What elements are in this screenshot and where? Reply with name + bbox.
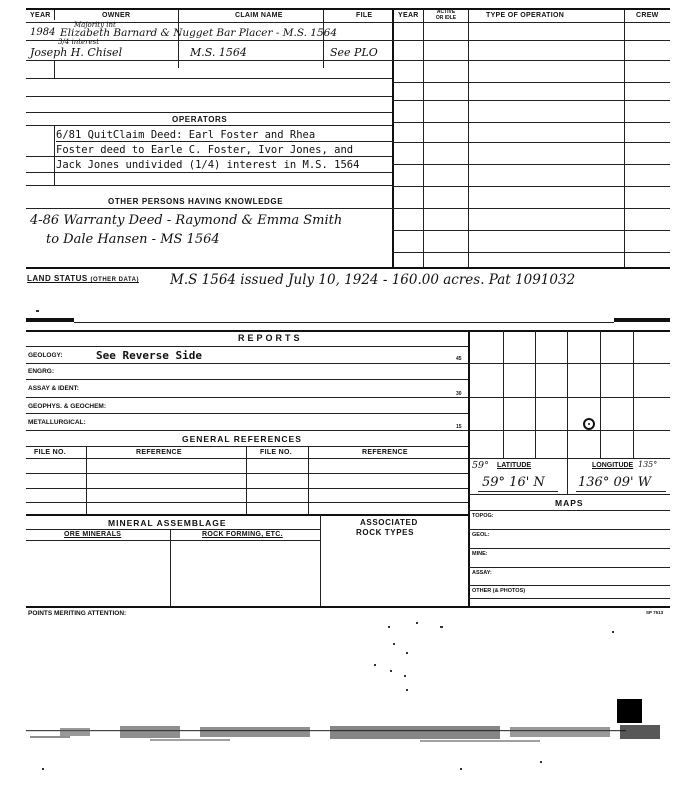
owner-line-1: Elizabeth Barnard & Nugget Bar Placer - M.S. 1564: [60, 27, 338, 39]
rock-types-label: ROCK TYPES: [356, 528, 415, 537]
speck: [42, 768, 44, 770]
interest-note-1: Majority int: [74, 21, 116, 29]
speck: [540, 761, 542, 763]
assay-label: ASSAY & IDENT:: [28, 385, 79, 392]
row-line: [26, 397, 468, 398]
reports-top-line: [74, 322, 614, 323]
divider: [567, 458, 568, 494]
row-line: [392, 100, 670, 101]
header-bottom-line: [26, 22, 670, 23]
header-year-2: YEAR: [398, 12, 419, 19]
left-bar-mark: [26, 318, 74, 322]
ref-file-no-2: FILE NO.: [260, 449, 292, 456]
points-meriting-attention: POINTS MERITING ATTENTION:: [28, 610, 127, 617]
geology-value: See Reverse Side: [96, 349, 202, 362]
speck: [416, 622, 418, 624]
owner-line-2-claim: M.S. 1564: [190, 46, 247, 59]
divider: [86, 446, 87, 514]
metallurgical-label: METALLURGICAL:: [28, 419, 86, 426]
row-line: [26, 208, 392, 209]
row-line: [26, 172, 392, 173]
row-line: [26, 125, 392, 126]
row-line: [392, 40, 670, 41]
row-line: [26, 112, 392, 113]
ref-reference-1: REFERENCE: [136, 449, 182, 456]
maps-geol: GEOL:: [472, 532, 490, 538]
geology-label: GEOLOGY:: [28, 352, 63, 359]
row-line: [56, 141, 392, 142]
row-line: [392, 142, 670, 143]
speck: [440, 626, 443, 628]
speck: [390, 670, 392, 672]
grid-row: [468, 397, 670, 398]
reports-title: REPORTS: [238, 333, 303, 343]
top-border: [26, 8, 670, 10]
row-line: [392, 208, 670, 209]
lat-deg: 59°: [472, 460, 489, 471]
row-line: [26, 346, 468, 347]
scan-noise-band: [0, 722, 678, 752]
form-number: SP 7513: [646, 610, 664, 615]
grid-col: [567, 330, 568, 458]
speck: [36, 310, 39, 312]
speck: [388, 626, 390, 628]
row-line: [392, 60, 670, 61]
owner-line-2-name: Joseph H. Chisel: [30, 46, 123, 59]
maps-assay: ASSAY:: [472, 570, 492, 576]
header-crew: CREW: [636, 12, 659, 19]
ref-file-no-1: FILE NO.: [34, 449, 66, 456]
row-line: [26, 363, 468, 364]
header-year: YEAR: [30, 12, 51, 19]
section-line: [26, 606, 670, 608]
row-line: [468, 585, 670, 586]
maps-title: MAPS: [555, 498, 584, 508]
divider: [320, 514, 321, 607]
longitude-label: LONGITUDE: [592, 462, 634, 469]
row-line: [26, 473, 468, 474]
speck: [404, 675, 406, 677]
row-line: [26, 488, 468, 489]
divider: [308, 446, 309, 514]
owner-year: 1984: [30, 27, 56, 38]
land-status-label: LAND STATUS (OTHER DATA): [27, 274, 139, 283]
maps-topog: TOPOG:: [472, 513, 494, 519]
reports-border: [26, 330, 670, 332]
row-line: [392, 230, 670, 231]
divider: [54, 125, 55, 185]
row-line: [26, 78, 392, 79]
ore-minerals-label: ORE MINERALS: [64, 531, 122, 538]
row-line: [392, 252, 670, 253]
speck: [374, 664, 376, 666]
mineral-assemblage-title: MINERAL ASSEMBLAGE: [108, 518, 227, 528]
general-references-title: GENERAL REFERENCES: [182, 434, 302, 444]
row-line: [26, 430, 468, 431]
row-line: [468, 529, 670, 530]
speck: [393, 643, 395, 645]
speck: [612, 631, 614, 633]
location-marker-icon: [583, 418, 595, 430]
grid-col: [535, 330, 536, 458]
grid-row: [468, 458, 670, 459]
operator-line-3: Jack Jones undivided (1/4) interest in M.S. 1564: [56, 159, 360, 171]
scale-45: 45: [456, 356, 462, 362]
header-claim-name: CLAIM NAME: [235, 12, 283, 19]
row-line: [26, 96, 392, 97]
owner-line-2-file: See PLO: [330, 46, 378, 59]
row-line: [392, 82, 670, 83]
divider: [54, 60, 55, 78]
row-line: [468, 548, 670, 549]
row-line: [468, 510, 670, 511]
row-line: [26, 540, 320, 541]
section-line: [26, 267, 670, 269]
divider: [468, 10, 469, 267]
latitude-value: 59° 16' N: [482, 475, 545, 490]
rock-forming-label: ROCK FORMING, ETC.: [202, 531, 283, 538]
grid-row: [468, 363, 670, 364]
row-line: [26, 156, 392, 157]
latitude-label: LATITUDE: [497, 462, 532, 469]
engrg-label: ENGRG:: [28, 368, 54, 375]
operator-line-1: 6/81 QuitClaim Deed: Earl Foster and Rhea: [56, 129, 316, 141]
row-line: [26, 379, 468, 380]
speck: [406, 652, 408, 654]
divider: [624, 10, 625, 267]
header-type-of-operation: TYPE OF OPERATION: [486, 12, 565, 19]
other-persons-line-2: to Dale Hansen - MS 1564: [46, 232, 220, 247]
row-line: [392, 122, 670, 123]
land-status-text: M.S 1564 issued July 10, 1924 - 160.00 acres. Pat 1091032: [170, 272, 576, 288]
operators-title: OPERATORS: [172, 115, 228, 124]
underline: [576, 491, 666, 492]
underline: [478, 491, 558, 492]
row-line: [26, 60, 392, 61]
row-line: [26, 502, 468, 503]
maps-mine: MINE:: [472, 551, 488, 557]
other-persons-line-1: 4-86 Warranty Deed - Raymond & Emma Smith: [30, 213, 343, 228]
grid-col: [503, 330, 504, 458]
ref-reference-2: REFERENCE: [362, 449, 408, 456]
divider: [54, 10, 55, 20]
speck: [460, 768, 462, 770]
maps-other: OTHER (& PHOTOS): [472, 588, 526, 594]
lon-deg: 135°: [638, 460, 658, 469]
header-active-idle: ACTIVE OR IDLE: [435, 9, 457, 21]
grid-col: [633, 330, 634, 458]
header-file: FILE: [356, 12, 373, 19]
scale-15: 15: [456, 424, 462, 430]
row-line: [392, 186, 670, 187]
row-line: [26, 514, 468, 516]
longitude-value: 136° 09' W: [578, 475, 652, 490]
row-line: [26, 458, 468, 459]
row-line: [26, 446, 468, 447]
interest-note-2: 3/4 interest: [58, 38, 100, 46]
grid-left-border: [468, 330, 470, 607]
grid-row: [468, 430, 670, 431]
divider: [246, 446, 247, 514]
associated-label: ASSOCIATED: [360, 518, 418, 527]
geophys-label: GEOPHYS. & GEOCHEM:: [28, 403, 107, 410]
other-persons-title: OTHER PERSONS HAVING KNOWLEDGE: [108, 197, 284, 206]
speck: [406, 689, 408, 691]
grid-col: [600, 330, 601, 458]
row-line: [468, 598, 670, 599]
registration-mark: [617, 699, 642, 723]
row-line: [392, 164, 670, 165]
main-vertical-divider: [392, 9, 394, 267]
divider: [423, 10, 424, 267]
row-line: [26, 185, 392, 186]
operator-line-2: Foster deed to Earle C. Foster, Ivor Jones, and: [56, 144, 354, 156]
header-owner: OWNER: [102, 12, 131, 19]
scale-30: 30: [456, 391, 462, 397]
right-bar-mark: [614, 318, 670, 322]
row-line: [468, 494, 670, 495]
row-line: [26, 413, 468, 414]
row-line: [26, 529, 320, 530]
row-line: [468, 567, 670, 568]
